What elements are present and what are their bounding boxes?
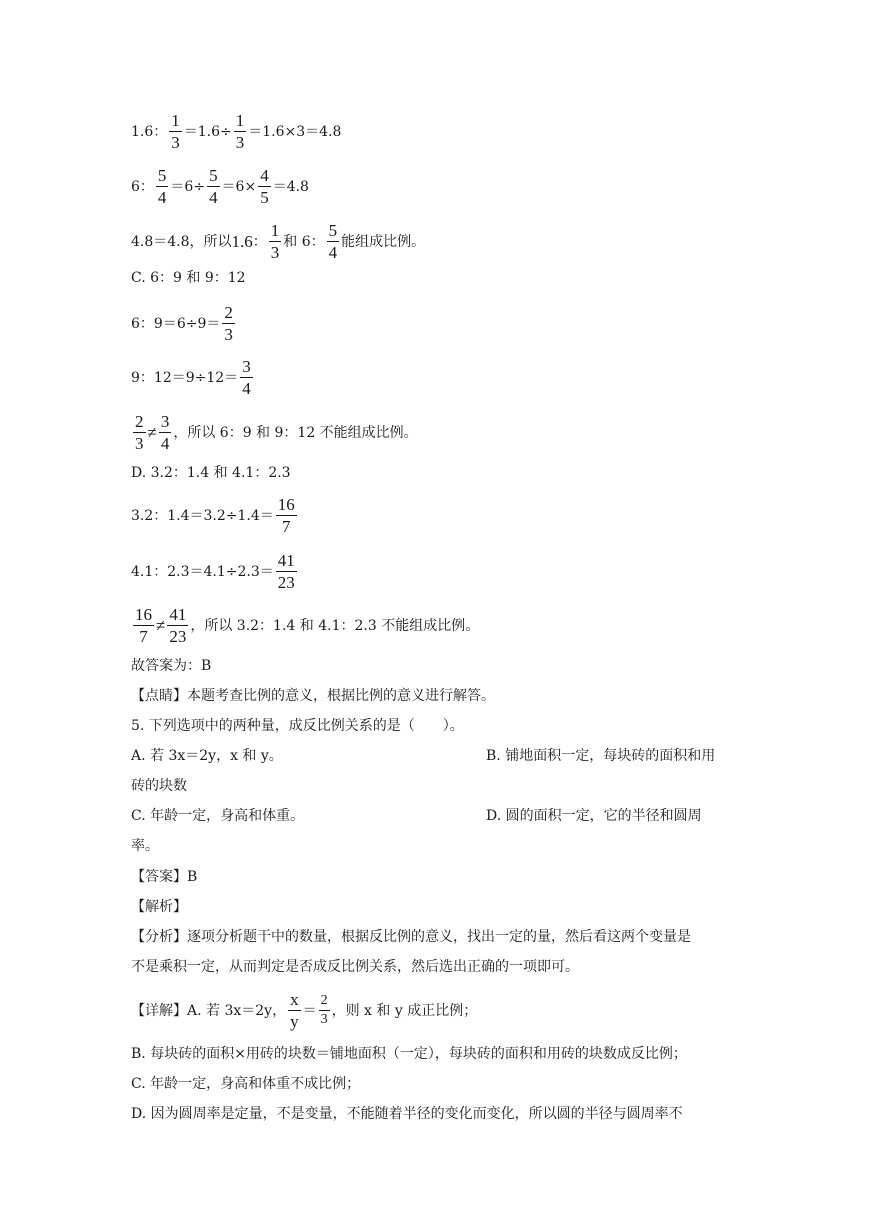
option-c-heading [131,268,246,288]
fraction [133,412,146,453]
text: 和 6： [283,233,325,250]
detail-line-d [131,1104,683,1124]
denominator: 3 [320,1012,328,1027]
text: 【解析】 [131,899,187,915]
numerator: 5 [209,166,218,185]
analysis-line-2 [131,957,579,977]
fraction [167,605,188,646]
answer-line [131,656,211,676]
numerator: 4 [260,166,269,185]
text: 4.1：2.3＝4.1÷2.3＝ [131,563,274,580]
denominator: 4 [209,188,218,207]
option-d-continued [131,836,159,856]
denominator: 4 [160,434,170,453]
text: ： [252,233,267,250]
text: 能组成比例。 [341,233,426,250]
text: C. 6：9 和 9：12 [131,270,246,286]
answer-label [131,867,197,887]
numerator: 1 [235,111,245,130]
numerator: 3 [242,357,251,376]
numerator: 41 [169,605,187,624]
numerator: 2 [135,412,144,431]
text: ＝1.6÷ [183,123,232,140]
text: D. 3.2：1.4 和 4.1：2.3 [131,465,291,481]
text: 9：12＝9÷12＝ [131,369,239,386]
numerator: 3 [160,412,170,431]
not-equal-sign: ≠ [156,615,166,635]
equal-sign: ＝ [302,1002,317,1019]
fraction [159,412,172,453]
text: B. 铺地面积一定，每块砖的面积和用 [486,748,716,764]
denominator: 3 [135,434,144,453]
denominator: 7 [139,627,148,646]
fraction [234,111,247,152]
text: ，所以 6：9 和 9：12 不能组成比例。 [173,424,418,441]
numerator: 41 [277,551,295,570]
numerator: 5 [328,221,338,240]
text: C. 年龄一定，身高和体重。 [131,808,305,824]
denominator: 7 [282,517,291,536]
text: B. 每块砖的面积×用砖的块数＝铺地面积（一定），每块砖的面积和用砖的块数成反比例； [131,1046,687,1062]
text: ＝1.6×3＝4.8 [248,123,342,140]
detail-line-a [131,990,477,1031]
conclusion-line-c [131,412,418,453]
fraction [222,303,235,344]
detail-line-b [131,1044,687,1064]
calc-line-1 [131,111,341,152]
numerator: x [290,990,299,1009]
text: D. 圆的面积一定，它的半径和圆周 [486,808,702,824]
calc-line-c2 [131,357,255,398]
denominator: 23 [277,573,295,592]
numerator: 2 [319,993,330,1011]
note-line [131,686,495,706]
denominator: 4 [242,379,251,398]
fraction [258,166,271,207]
fraction [156,166,169,207]
text: 不是乘积一定，从而判定是否成反比例关系，然后选出正确的一项即可。 [131,959,579,975]
denominator: y [290,1012,299,1031]
conclusion-line-d [131,605,479,646]
text: 故答案为：B [131,658,212,674]
text: 1.6： [131,123,168,140]
analysis-line-1 [131,927,691,947]
denominator: 3 [270,243,280,262]
denominator: 4 [328,243,338,262]
denominator: 23 [169,627,187,646]
numerator: 16 [135,605,152,624]
fraction [207,166,220,207]
fraction [288,990,301,1031]
option-d [486,806,702,826]
option-b [486,746,715,766]
numerator: 2 [224,303,233,322]
denominator: 3 [224,325,233,344]
text: ＝4.8 [272,178,309,195]
calc-line-d2 [131,551,299,592]
text: 【点睛】本题考查比例的意义，根据比例的意义进行解答。 [131,688,495,704]
numerator: 5 [157,166,167,185]
text: 【分析】逐项分析题干中的数量，根据反比例的意义，找出一定的量，然后看这两个变量是 [131,929,691,945]
conclusion-line-b [131,221,425,262]
denominator: 5 [260,188,269,207]
fraction [327,221,340,262]
denominator: 4 [157,188,167,207]
detail-line-c [131,1074,360,1094]
fraction [276,495,297,536]
fraction [133,605,154,646]
text: ，则 x 和 y 成正比例； [331,1002,478,1019]
fraction [276,551,297,592]
numerator: 1 [171,111,180,130]
text: 5. 下列选项中的两种量，成反比例关系的是（ ）。 [131,718,464,734]
numerator: 1 [270,221,280,240]
option-c [131,806,304,826]
text: ＝6× [221,178,257,195]
calc-line-d1 [131,495,299,536]
question-5-stem [131,716,464,736]
text: D. 因为圆周率是定量，不是变量，不能随着半径的变化而变化，所以圆的半径与圆周率不 [131,1106,683,1122]
text: ，所以 3.2：1.4 和 4.1：2.3 不能组成比例。 [190,617,480,634]
text: C. 年龄一定，身高和体重不成比例； [131,1076,361,1092]
not-equal-sign: ≠ [147,422,157,442]
text: 【答案】B [131,869,198,885]
text: A. 若 3x＝2y，x 和 y。 [131,748,283,764]
text: 1.6 [231,231,253,251]
option-a [131,746,283,766]
text: 砖的块数 [131,778,187,794]
fraction [319,993,330,1028]
option-d-heading [131,463,291,483]
text: 4.8＝4.8，所以 [131,233,232,250]
denominator: 3 [235,133,245,152]
calc-line-2 [131,166,309,207]
fraction [169,111,182,152]
denominator: 3 [171,133,180,152]
text: ＝6÷ [170,178,206,195]
text: 6： [131,178,154,195]
text: 3.2：1.4＝3.2÷1.4＝ [131,507,274,524]
fraction [240,357,253,398]
fraction [269,221,282,262]
text: 率。 [131,838,159,854]
numerator: 16 [277,495,295,514]
calc-line-c1 [131,303,237,344]
text: 【详解】A. 若 3x＝2y， [131,1002,287,1019]
option-b-continued [131,776,187,796]
text: 6：9＝6÷9＝ [131,315,221,332]
analysis-label [131,897,187,917]
